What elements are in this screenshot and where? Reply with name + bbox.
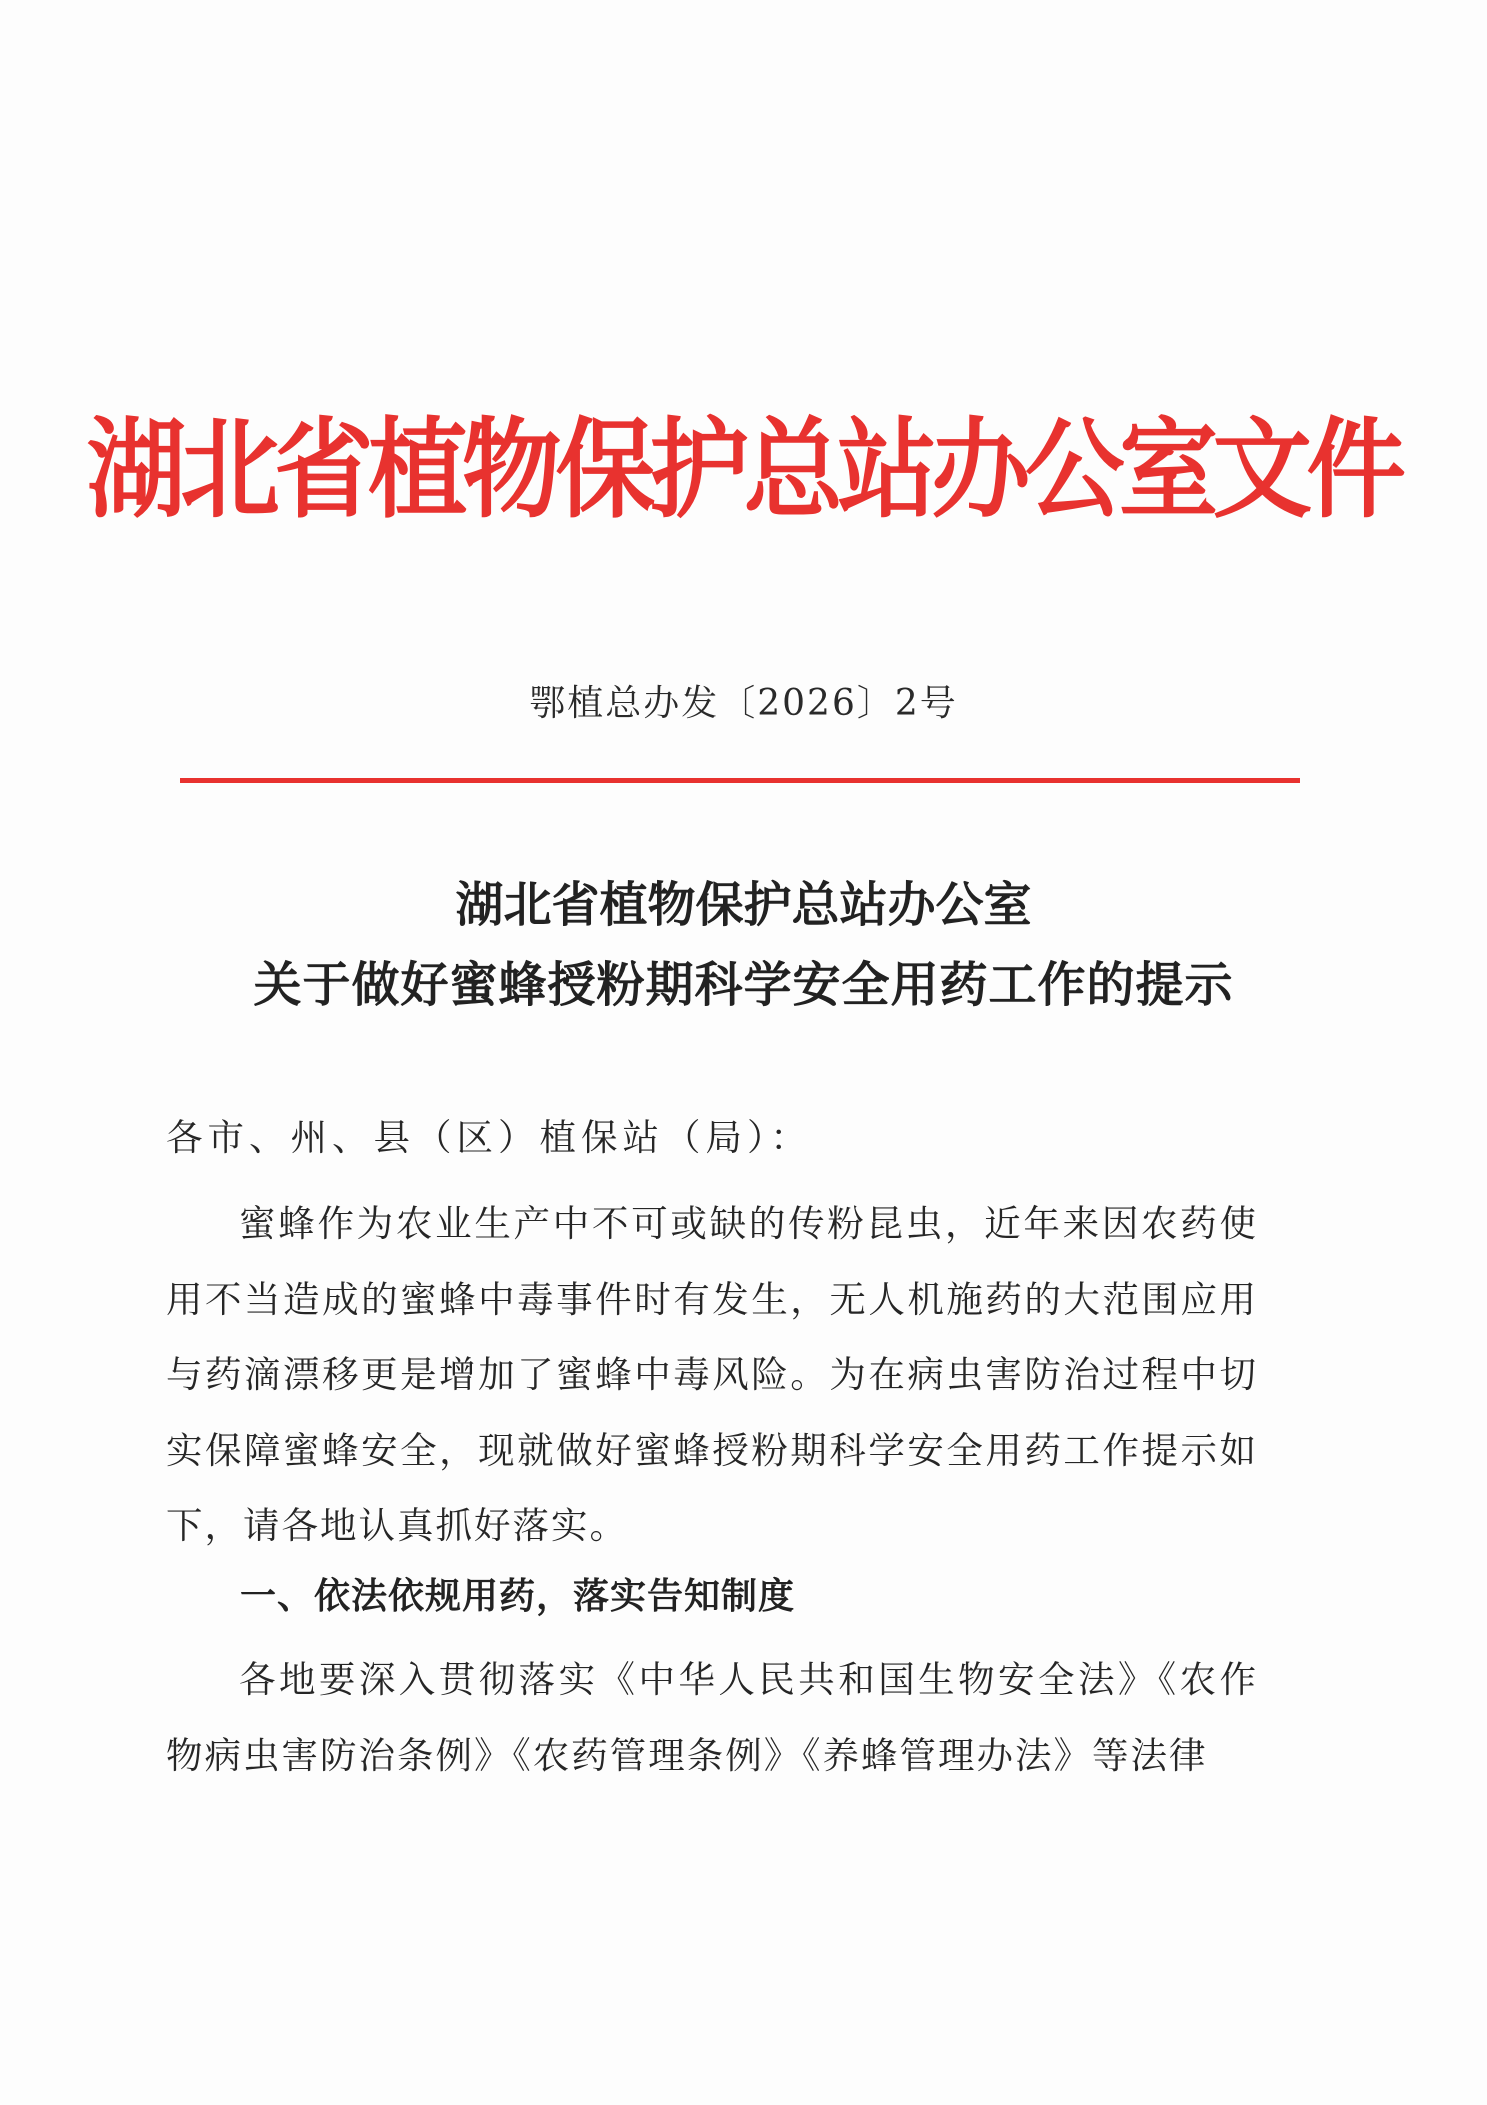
- salutation: 各市、州、县（区）植保站（局）：: [166, 1116, 812, 1159]
- body-paragraph-2: 各地要深入贯彻落实《中华人民共和国生物安全法》《农作物病虫害防治条例》《农药管理条例》《养蜂管理办法》等法律: [166, 1658, 1258, 1777]
- body-paragraph-1: 蜜蜂作为农业生产中不可或缺的传粉昆虫，近年来因农药使用不当造成的蜜蜂中毒事件时有发生，无人机施药的大范围应用与药滴漂移更是增加了蜜蜂中毒风险。为在病虫害防治过程中切实保障蜜蜂安全，现就做好蜜蜂授粉期科学安全用药工作提示如下，请各地认真抓好落实。: [166, 1202, 1258, 1547]
- red-divider-line: [180, 778, 1300, 783]
- document-number: 鄂植总办发〔2026〕2号: [529, 683, 958, 724]
- issuer-banner: 湖北省植物保护总站办公室文件: [86, 407, 1401, 533]
- document-title-line-1: 湖北省植物保护总站办公室: [455, 877, 1032, 933]
- section-heading-1: 一、依法依规用药，落实告知制度: [240, 1576, 796, 1617]
- document-title-line-2: 关于做好蜜蜂授粉期科学安全用药工作的提示: [253, 957, 1234, 1013]
